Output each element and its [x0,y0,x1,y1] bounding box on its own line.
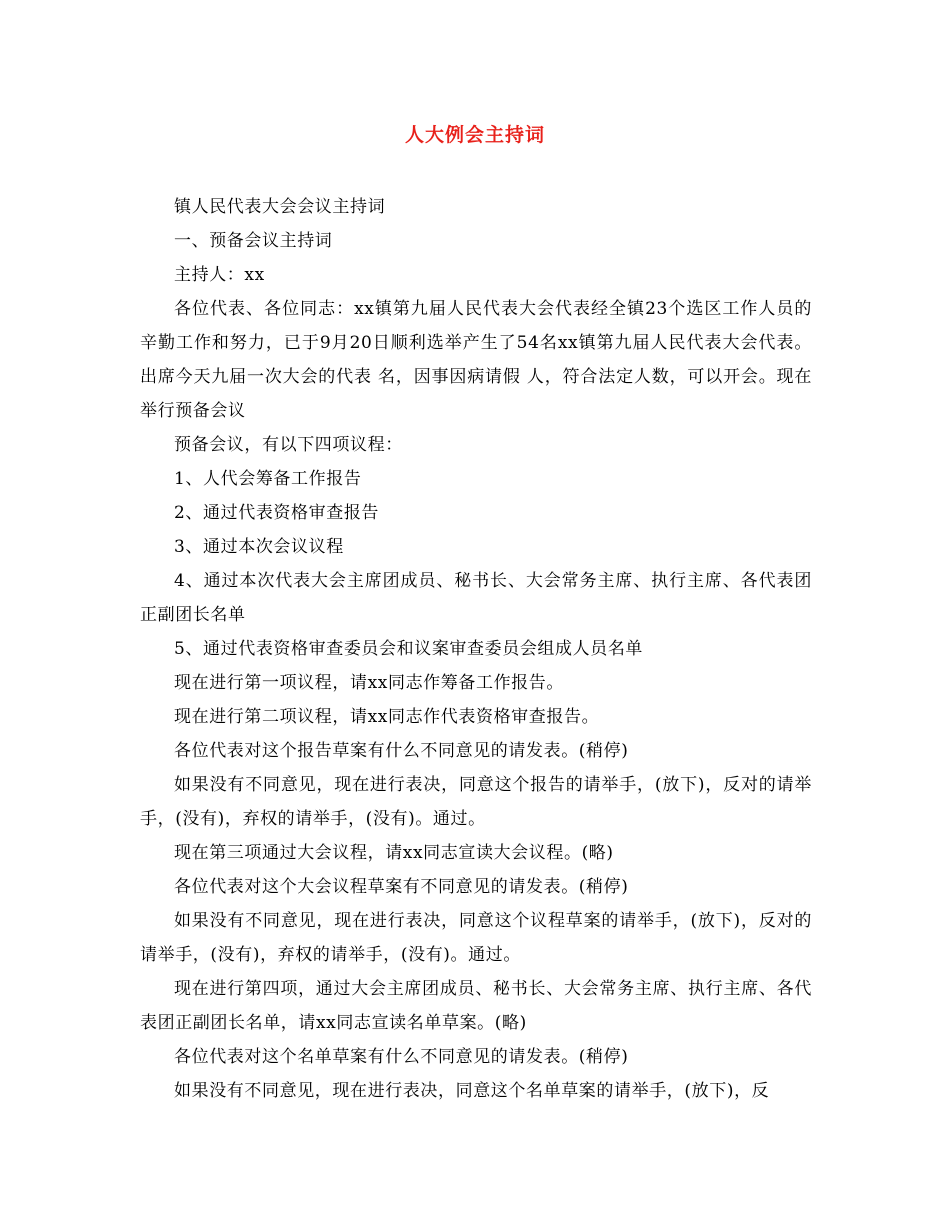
paragraph-invite-comments-1: 各位代表对这个报告草案有什么不同意见的请发表。(稍停) [174,741,629,761]
agenda-item-2: 2、通过代表资格审查报告 [174,503,380,523]
paragraph-vote-1: 如果没有不同意见，现在进行表决，同意这个报告的请举手，(放下)，反对的请举手，(没有)，弃权的请举手，(没有)。通过。 [140,775,812,829]
paragraph-host: 主持人：xx [174,265,265,285]
paragraph-vote-2: 如果没有不同意见，现在进行表决，同意这个议程草案的请举手，(放下)，反对的请举手，(没有)，弃权的请举手，(没有)。通过。 [140,911,812,965]
agenda-item-3: 3、通过本次会议议程 [174,537,344,557]
agenda-item-5: 5、通过代表资格审查委员会和议案审查委员会组成人员名单 [174,639,644,659]
agenda-item-1: 1、人代会筹备工作报告 [174,469,362,489]
document-title: 人大例会主持词 [404,124,545,146]
agenda-item-4: 4、通过本次代表大会主席团成员、秘书长、大会常务主席、执行主席、各代表团正副团长名单 [140,571,812,625]
paragraph-invite-comments-3: 各位代表对这个名单草案有什么不同意见的请发表。(稍停) [174,1047,629,1067]
paragraph-item-two: 现在进行第二项议程，请xx同志作代表资格审查报告。 [174,707,600,727]
paragraph-vote-3: 如果没有不同意见，现在进行表决，同意这个名单草案的请举手，(放下)，反 [174,1081,770,1101]
paragraph-opening-address: 各位代表、各位同志：xx镇第九届人民代表大会代表经全镇23个选区工作人员的辛勤工作和努力，已于9月20日顺利选举产生了54名xx镇第九届人民代表大会代表。出席今天九届一次大会的代表 名，因事因病请假 人，符合法定人数，可以开会。现在举行预备会议 [140,299,812,421]
paragraph-item-four: 现在进行第四项，通过大会主席团成员、秘书长、大会常务主席、执行主席、各代表团正副团长名单，请xx同志宣读名单草案。(略) [140,979,812,1033]
paragraph-invite-comments-2: 各位代表对这个大会议程草案有不同意见的请发表。(稍停) [174,877,629,897]
paragraph-subtitle: 镇人民代表大会会议主持词 [174,197,386,217]
paragraph-item-one: 现在进行第一项议程，请xx同志作筹备工作报告。 [174,673,564,693]
paragraph-agenda-intro: 预备会议，有以下四项议程： [174,435,403,455]
document-body [140,190,812,1108]
paragraph-section-heading: 一、预备会议主持词 [174,231,333,251]
paragraph-item-three: 现在第三项通过大会议程，请xx同志宣读大会议程。(略) [174,843,614,863]
